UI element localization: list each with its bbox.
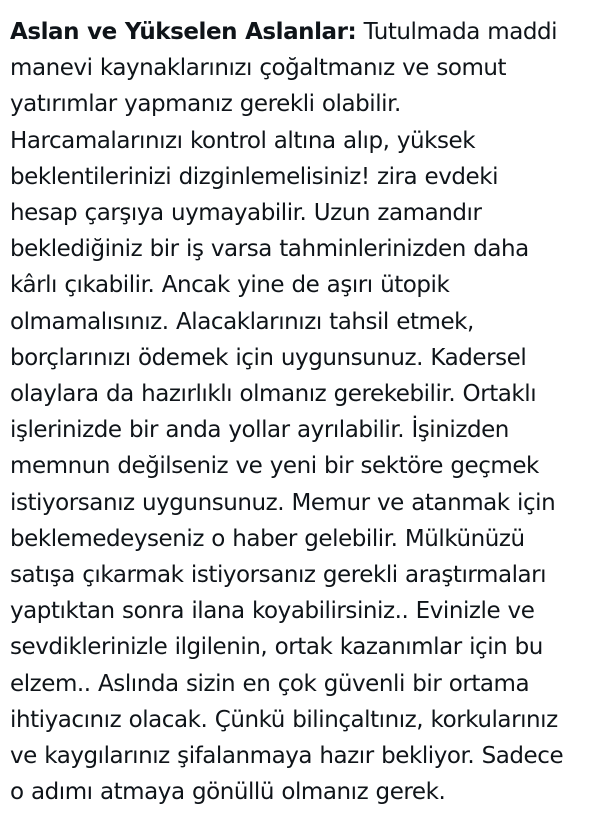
text-line: sevdiklerinizle ilgilenin, ortak kazanımlar için bu	[10, 634, 543, 661]
text-line: beklediğiniz bir iş varsa tahminlerinizden daha	[10, 236, 529, 263]
text-line: olaylara da hazırlıklı olmanız gerekebilir. Ortaklı	[10, 381, 537, 408]
text-line: beklentilerinizi dizginlemelisiniz! zira evdeki	[10, 163, 499, 190]
text-line: yaptıktan sonra ilana koyabilirsiniz.. Evinizle ve	[10, 598, 535, 625]
text-line: hesap çarşıya uymayabilir. Uzun zamandır	[10, 200, 482, 227]
text-line: o adımı atmaya gönüllü olmanız gerek.	[10, 779, 446, 806]
text-line: olmamalısınız. Alacaklarınızı tahsil etmek,	[10, 308, 474, 335]
text-line: beklemedeyseniz o haber gelebilir. Mülkünüzü	[10, 525, 525, 552]
text-line: ihtiyacınız olacak. Çünkü bilinçaltınız, korkularınız	[10, 706, 558, 733]
text-line: istiyorsanız uygunsunuz. Memur ve atanmak için	[10, 489, 556, 516]
text-line: elzem.. Aslında sizin en çok güvenli bir ortama	[10, 670, 530, 697]
text-line: satışa çıkarmak istiyorsanız gerekli araştırmaları	[10, 562, 547, 589]
text-line: borçlarınızı ödemek için uygunsunuz. Kadersel	[10, 344, 527, 371]
text-line-content: Tutulmada maddi	[356, 19, 558, 45]
text-line	[10, 14, 594, 50]
text-line: yatırımlar yapmanız gerekli olabilir.	[10, 91, 401, 118]
text-line: manevi kaynaklarınızı çoğaltmanız ve somut	[10, 55, 507, 82]
sign-heading: Aslan ve Yükselen Aslanlar:	[10, 19, 357, 45]
text-line: işlerinizde bir anda yollar ayrılabilir. İşinizden	[10, 417, 509, 444]
text-line: memnun değilseniz ve yeni bir sektöre geçmek	[10, 453, 539, 480]
text-line: Harcamalarınızı kontrol altına alıp, yüksek	[10, 127, 476, 154]
text-line: kârlı çıkabilir. Ancak yine de aşırı ütopik	[10, 272, 450, 299]
text-line: ve kaygılarınız şifalanmaya hazır bekliyor. Sadece	[10, 743, 564, 770]
